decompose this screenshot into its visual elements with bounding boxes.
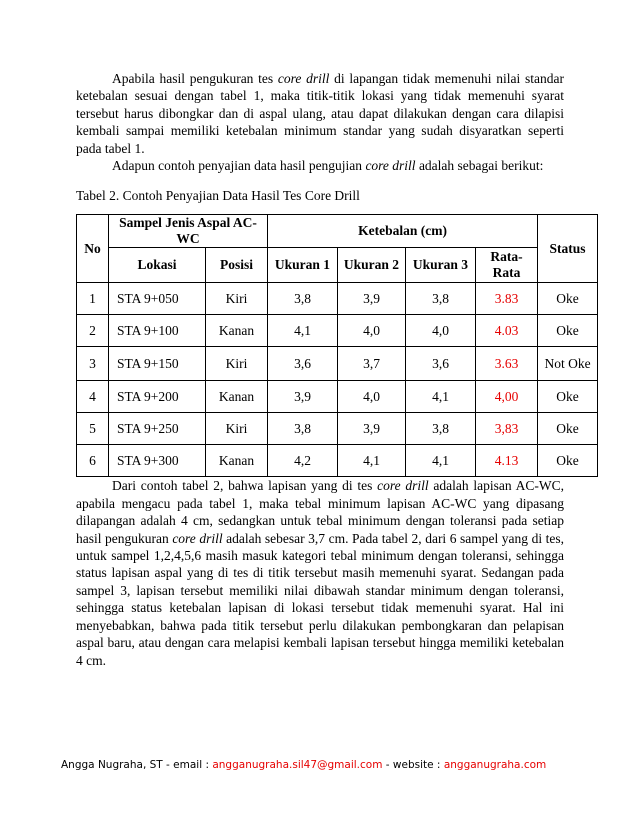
table-row: 4 STA 9+200 Kanan 3,9 4,0 4,1 4,00 Oke — [77, 381, 598, 413]
header-ukuran-3: Ukuran 3 — [406, 248, 476, 283]
paragraph-2: Dari contoh tabel 2, bahwa lapisan yang di tes core drill adalah lapisan AC-WC, apabila mengacu pada tabel 1, maka tebal minimum lapisan AC-WC yang dipasang dilapangan adalah 4 cm, sedangkan untuk tebal minimum dengan toleransi pada setiap hasil pengukuran core drill adalah sebesar 3,7 cm. Pada tabel 2, dari 6 sampel yang di tes, untuk sampel 1,2,4,5,6 masih masuk kategori tebal minimum dengan toleransi, sehingga status lapisan aspal yang di tes di titik tersebut masih memenuhi syarat. Sedangan pada sampel 3, lapisan tersebut memiliki nilai dibawah standar minimum dengan toleransi, sehingga status ketebalan lapisan di lokasi tersebut tidak memenuhi syarat. Hal ini menyebabkan, bahwa pada titik tersebut perlu dilakukan pembongkaran dan pelapisan aspal baru, atau dengan cara melapisi kembali lapisan tersebut hingga memiliki ketebalan 4 cm. — [76, 478, 564, 668]
table-row: 3 STA 9+150 Kiri 3,6 3,7 3,6 3.63 Not Oke — [77, 347, 598, 381]
average-value: 4.13 — [476, 445, 538, 477]
header-ukuran-2: Ukuran 2 — [338, 248, 406, 283]
table-header-row-1 — [77, 215, 598, 248]
average-value: 4,00 — [476, 381, 538, 413]
header-rata-rata: Rata-Rata — [476, 248, 538, 283]
table-row: 6 STA 9+300 Kanan 4,2 4,1 4,1 4.13 Oke — [77, 445, 598, 477]
status-value: Oke — [538, 283, 598, 315]
table-caption: Tabel 2. Contoh Penyajian Data Hasil Tes Core Drill — [76, 188, 360, 204]
average-value: 3,83 — [476, 413, 538, 445]
status-value: Oke — [538, 381, 598, 413]
header-status: Status — [538, 215, 598, 283]
email-link[interactable]: angganugraha.sil47@gmail.com — [212, 759, 383, 771]
header-sampel: Sampel Jenis Aspal AC-WC — [109, 215, 268, 248]
paragraph-1b: Adapun contoh penyajian data hasil pengujian core drill adalah sebagai berikut: — [112, 158, 544, 174]
core-drill-table — [76, 214, 598, 477]
table-header-row-2 — [77, 248, 598, 283]
status-value: Not Oke — [538, 347, 598, 381]
page-footer: Angga Nugraha, ST - email : angganugraha.sil47@gmail.com - website : angganugraha.com — [61, 759, 547, 771]
header-ketebalan: Ketebalan (cm) — [268, 215, 538, 248]
table-row: 2 STA 9+100 Kanan 4,1 4,0 4,0 4.03 Oke — [77, 315, 598, 347]
status-value: Oke — [538, 413, 598, 445]
table-row: 5 STA 9+250 Kiri 3,8 3,9 3,8 3,83 Oke — [77, 413, 598, 445]
website-link[interactable]: angganugraha.com — [443, 759, 547, 771]
header-lokasi: Lokasi — [109, 248, 206, 283]
average-value: 3.83 — [476, 283, 538, 315]
header-ukuran-1: Ukuran 1 — [268, 248, 338, 283]
status-value: Oke — [538, 445, 598, 477]
table-row: 1 STA 9+050 Kiri 3,8 3,9 3,8 3.83 Oke — [77, 283, 598, 315]
header-posisi: Posisi — [206, 248, 268, 283]
paragraph-1: Apabila hasil pengukuran tes core drill di lapangan tidak memenuhi nilai standar ketebalan sesuai dengan tabel 1, maka titik-titik lokasi yang tidak memenuhi syarat tersebut harus dibongkar dan di aspal ulang, atau dapat dilakukan dengan cara dilapisi kembali sampai memiliki ketebalan minimum standar yang sudah disyaratkan seperti pada tabel 1. — [76, 71, 564, 156]
status-value: Oke — [538, 315, 598, 347]
document-page — [76, 70, 591, 669]
header-no: No — [77, 215, 109, 283]
average-value: 3.63 — [476, 347, 538, 381]
average-value: 4.03 — [476, 315, 538, 347]
